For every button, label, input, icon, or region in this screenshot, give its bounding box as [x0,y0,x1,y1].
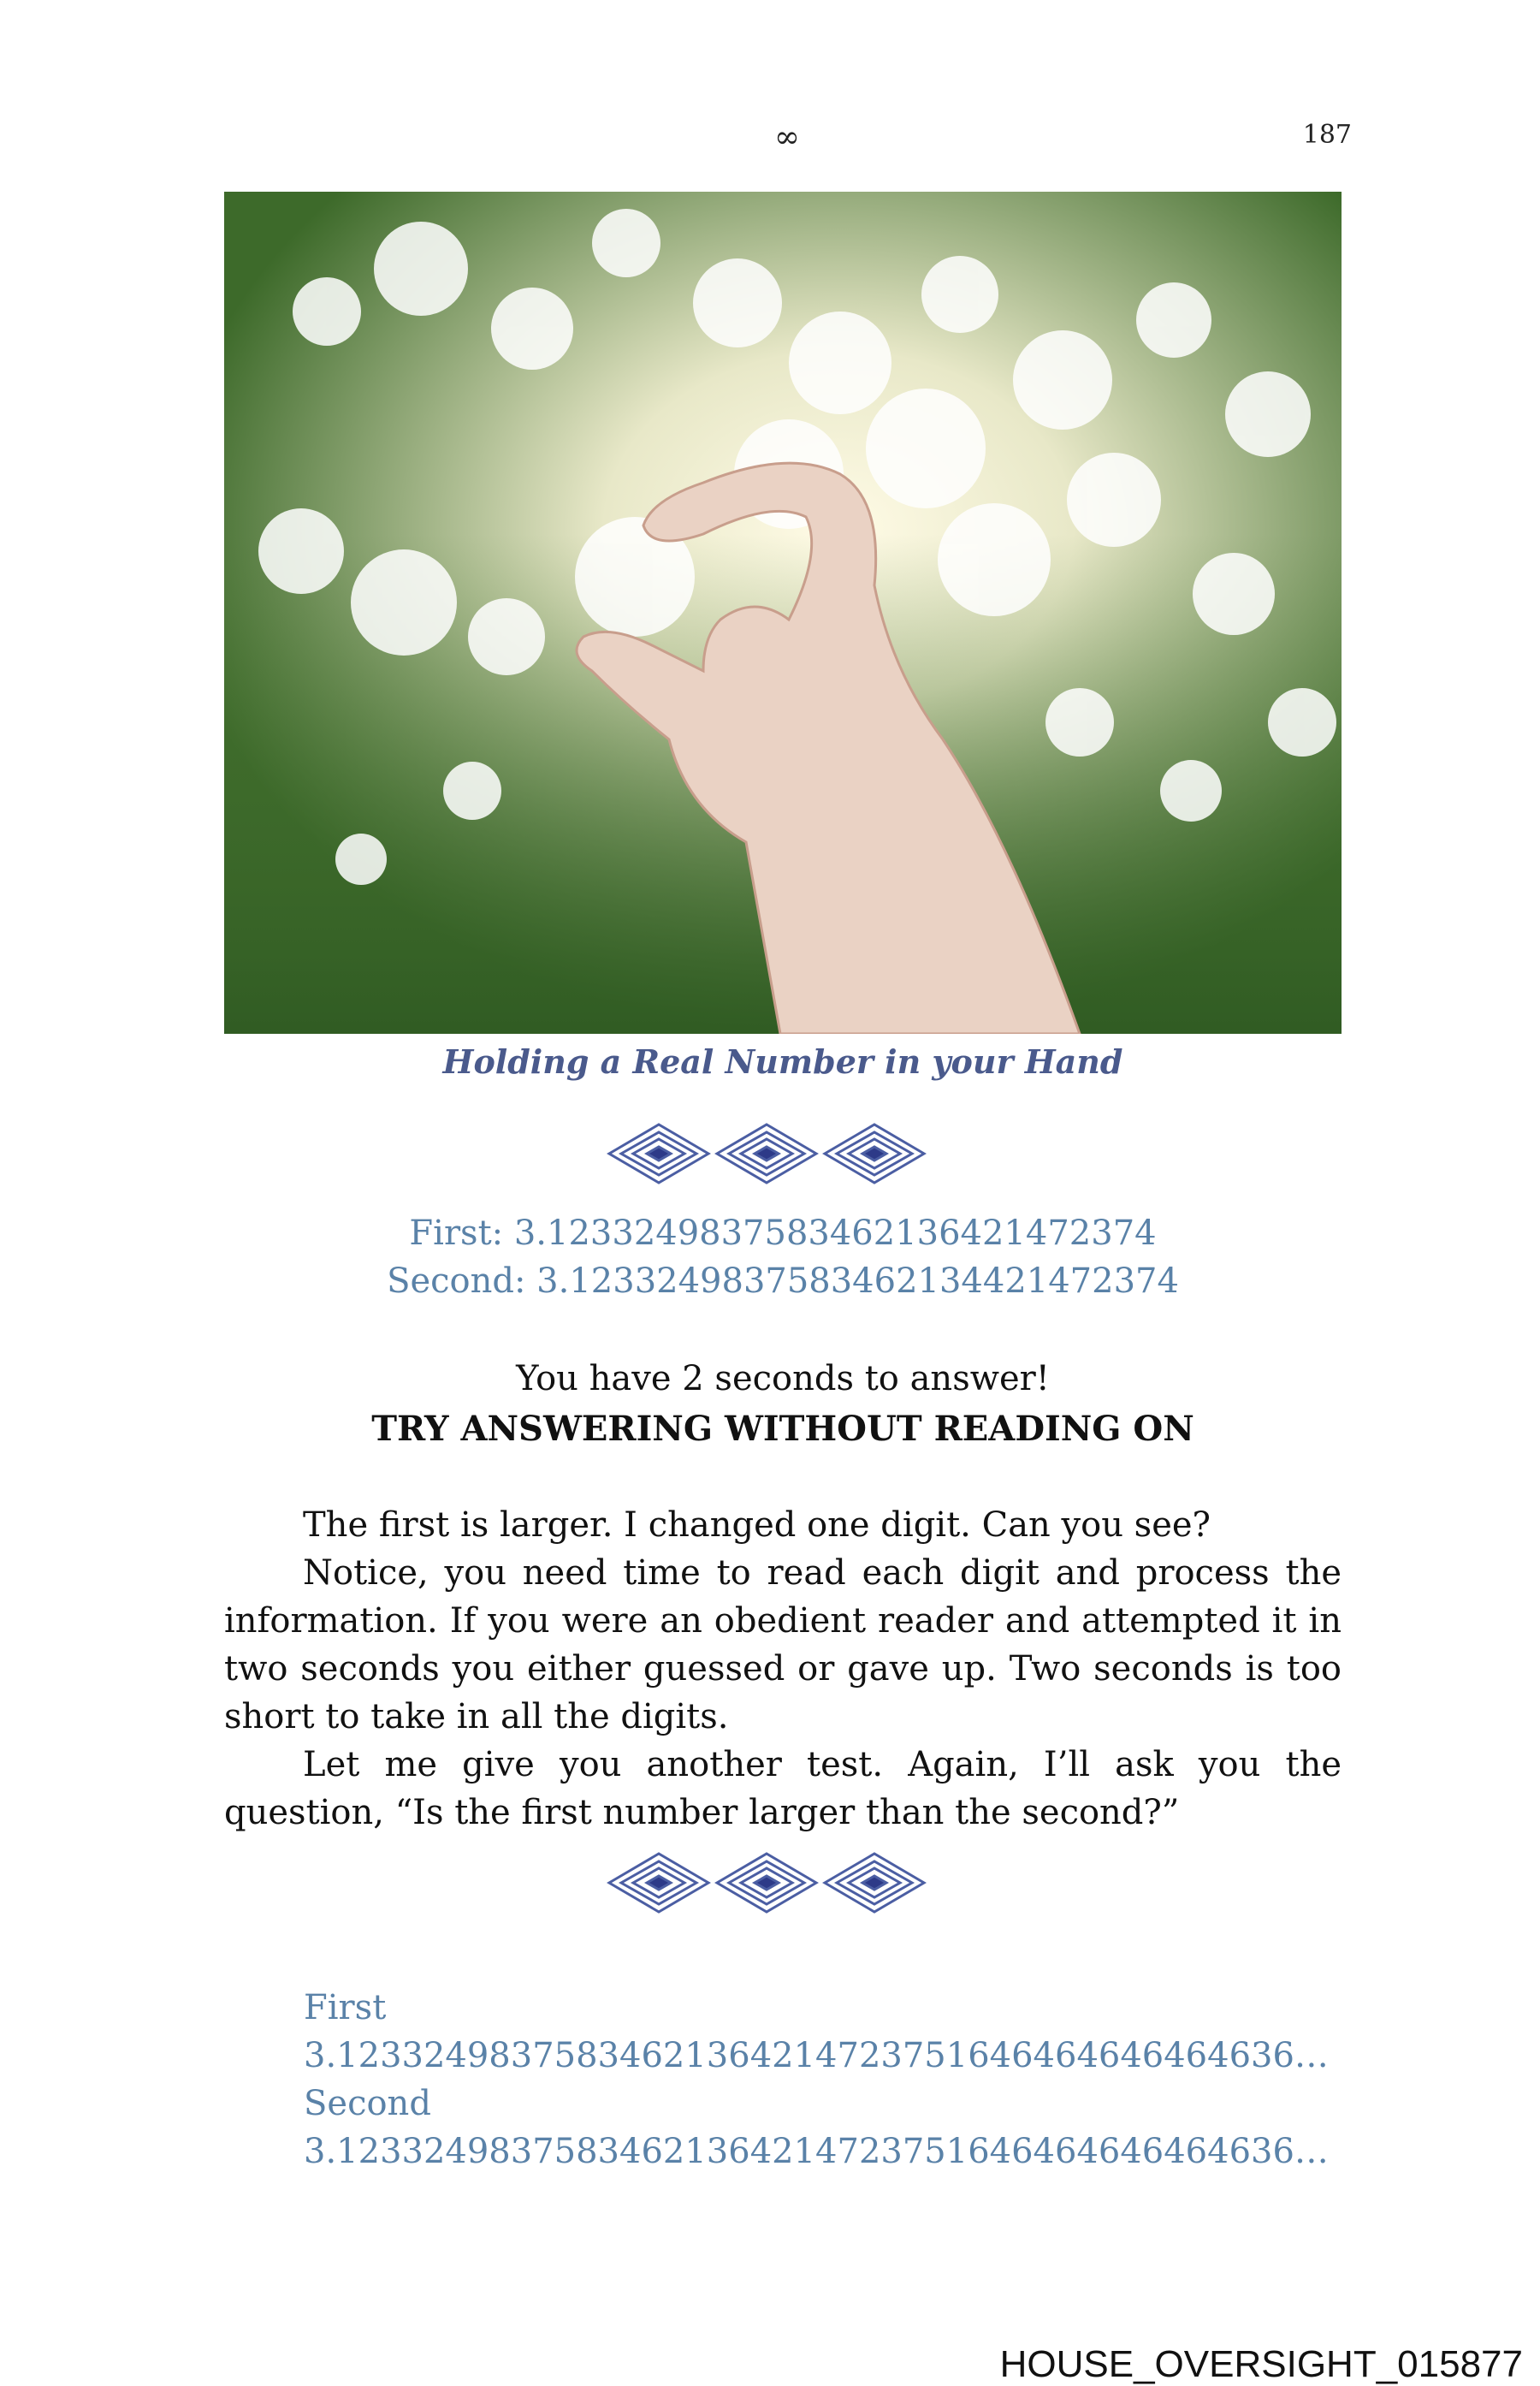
second-comparison [304,1984,1342,2175]
page-number: 187 [1302,120,1352,150]
paragraph: Let me give you another test. Again, I’ll ask you the question, “Is the first number larger than the second?” [224,1745,1342,1832]
figure-caption: Holding a Real Number in your Hand [442,1042,1123,1081]
paragraph: The first is larger. I changed one digit. Can you see? [303,1505,1211,1545]
comparison-first-number: First: 3.1233249837583462136421472374 [409,1214,1157,1253]
second-comparison-second-value: 3.12332498375834621364214723751646464646464636… [304,2132,1329,2171]
second-comparison-second-label: Second [304,2084,431,2123]
diamond-ornament-icon [599,1102,941,1205]
header-infinity-symbol: ∞ [774,120,800,155]
section-divider-ornament [599,1831,941,1934]
photo-hand-against-trees [224,192,1342,1034]
time-limit-prompt: You have 2 seconds to answer! [516,1359,1050,1398]
second-comparison-first-value: 3.12332498375834621364214723751646464646464636… [304,2036,1329,2075]
second-comparison-first-label: First [304,1988,387,2027]
section-divider-ornament [599,1102,941,1205]
paragraph: Notice, you need time to read each digit and process the information. If you were an obedient reader and attempted it in two seconds you either guessed or gave up. Two seconds is too short to take in all the digits. [224,1553,1342,1736]
bates-stamp: HOUSE_OVERSIGHT_015877 [999,2343,1523,2385]
photo-illustration [224,192,1342,1034]
comparison-second-number: Second: 3.1233249837583462134421472374 [387,1261,1179,1301]
diamond-ornament-icon [599,1831,941,1934]
body-paragraphs [224,1501,1342,1837]
instruction-heading: TRY ANSWERING WITHOUT READING ON [371,1409,1194,1449]
